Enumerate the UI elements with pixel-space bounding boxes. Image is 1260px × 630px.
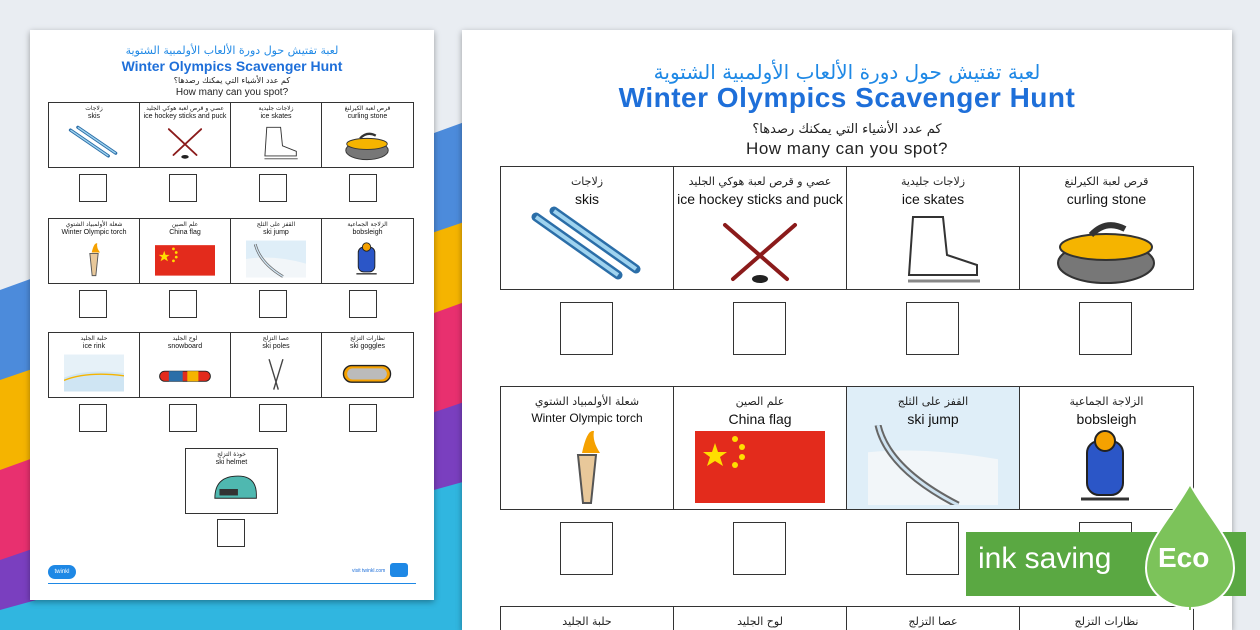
- item-row-2: [48, 218, 414, 284]
- checkbox-row-1: [48, 174, 408, 202]
- item-card: الزلاجة الجماعية bobsleigh: [1020, 387, 1193, 509]
- tick-box[interactable]: [906, 522, 959, 575]
- tick-box[interactable]: [259, 290, 287, 318]
- tick-box[interactable]: [560, 522, 613, 575]
- tick-box[interactable]: [906, 302, 959, 355]
- tick-box[interactable]: [1079, 302, 1132, 355]
- tick-box[interactable]: [560, 302, 613, 355]
- item-card: زلاجات جليدية ice skates: [847, 167, 1020, 289]
- ski-jump-icon: [868, 425, 998, 505]
- item-card: زلاجات skis: [501, 167, 674, 289]
- snowboard-icon: [155, 353, 215, 393]
- item-card: عصي و قرص لعبة هوكي الجليد ice hockey sticks and puck: [674, 167, 847, 289]
- ice-skate-icon: [868, 205, 998, 285]
- ice-skate-icon: [246, 123, 306, 163]
- skis-icon: [64, 123, 124, 163]
- tick-box[interactable]: [217, 519, 245, 547]
- page-title: Winter Olympics Scavenger Hunt: [121, 58, 343, 74]
- item-card: القفز على الثلج ski jump: [231, 219, 322, 283]
- title-arabic: لعبة تفتيش حول دورة الألعاب الأولمبية الشتوية: [653, 60, 1041, 84]
- title-arabic: لعبة تفتيش حول دورة الألعاب الأولمبية الشتوية: [125, 44, 339, 57]
- question: How many can you spot?: [175, 87, 289, 98]
- item-card: قرص لعبة الكيرلنغ curling stone: [322, 103, 413, 167]
- ink-saving-label: ink saving: [978, 542, 1112, 575]
- curling-stone-icon: [1041, 205, 1171, 285]
- tick-box[interactable]: [169, 404, 197, 432]
- question-arabic: كم عدد الأشياء التي يمكنك رصدها؟: [173, 76, 291, 85]
- torch-icon: [64, 239, 124, 279]
- twinkl-logo: twinkl: [48, 565, 76, 579]
- skis-icon: [522, 205, 652, 285]
- bobsleigh-icon: [337, 239, 397, 279]
- item-card: علم الصين China flag: [674, 387, 847, 509]
- item-card: حلبة الجليد: [501, 607, 674, 630]
- page-title: Winter Olympics Scavenger Hunt: [618, 82, 1076, 113]
- tick-box[interactable]: [349, 404, 377, 432]
- hockey-sticks-icon: [155, 123, 215, 163]
- item-row-2: [500, 386, 1194, 510]
- item-card: لوح الجليد snowboard: [140, 333, 231, 397]
- china-flag-icon: [695, 425, 825, 505]
- ski-helmet-icon: [201, 469, 261, 509]
- tick-box[interactable]: [169, 174, 197, 202]
- item-card: شعلة الأولمبياد الشتوي Winter Olympic torch: [49, 219, 140, 283]
- ski-poles-icon: [246, 353, 306, 393]
- item-card: نظارات التزلج: [1074, 615, 1139, 628]
- tick-box[interactable]: [79, 174, 107, 202]
- item-card: عصا التزلج: [847, 607, 1020, 630]
- china-flag-icon: [155, 239, 215, 279]
- tick-box[interactable]: [349, 290, 377, 318]
- curling-stone-icon: [337, 123, 397, 163]
- item-card: عصي و قرص لعبة هوكي الجليد ice hockey sticks and puck: [140, 103, 231, 167]
- tick-box[interactable]: [79, 404, 107, 432]
- item-card: نظارات التزلج ski goggles: [322, 333, 413, 397]
- ski-goggles-icon: [337, 353, 397, 393]
- item-card: لوح الجليد: [674, 607, 847, 630]
- item-card: القفز على الثلج ski jump: [847, 387, 1020, 509]
- item-card: شعلة الأولمبياد الشتوي Winter Olympic torch: [501, 387, 674, 509]
- footer-divider: [48, 583, 416, 584]
- item-card: حلبة الجليد ice rink: [49, 333, 140, 397]
- tick-box[interactable]: [169, 290, 197, 318]
- hockey-sticks-icon: [695, 205, 825, 285]
- item-card: زلاجات جليدية ice skates: [231, 103, 322, 167]
- item-card: خوذة التزلج ski helmet: [186, 449, 277, 513]
- ice-rink-icon: [64, 353, 124, 393]
- tick-box[interactable]: [259, 174, 287, 202]
- checkbox-row-3: [48, 404, 408, 432]
- item-row-3: [48, 332, 414, 398]
- badge-logo-icon: [390, 563, 408, 577]
- footer-url: visit twinkl.com: [352, 568, 386, 574]
- worksheet-thumbnail: [30, 30, 434, 600]
- item-row-1: [500, 166, 1194, 290]
- item-card: قرص لعبة الكيرلنغ curling stone: [1020, 167, 1193, 289]
- ski-jump-icon: [246, 239, 306, 279]
- question-arabic: كم عدد الأشياء التي يمكنك رصدها؟: [752, 122, 942, 137]
- tick-box[interactable]: [79, 290, 107, 318]
- tick-box[interactable]: [349, 174, 377, 202]
- item-card: الزلاجة الجماعية bobsleigh: [322, 219, 413, 283]
- checkbox-row-1: [500, 302, 1192, 355]
- item-row-1: [48, 102, 414, 168]
- item-card: علم الصين China flag: [140, 219, 231, 283]
- item-card: زلاجات skis: [49, 103, 140, 167]
- item-row-4: [185, 448, 278, 514]
- tick-box[interactable]: [733, 302, 786, 355]
- eco-label: Eco: [1158, 542, 1210, 573]
- checkbox-row-4: [217, 519, 245, 547]
- tick-box[interactable]: [733, 522, 786, 575]
- tick-box[interactable]: [259, 404, 287, 432]
- item-row-3: [500, 606, 1194, 630]
- torch-icon: [522, 425, 652, 505]
- checkbox-row-2: [48, 290, 408, 318]
- item-card: عصا التزلج ski poles: [231, 333, 322, 397]
- question: How many can you spot?: [746, 139, 948, 158]
